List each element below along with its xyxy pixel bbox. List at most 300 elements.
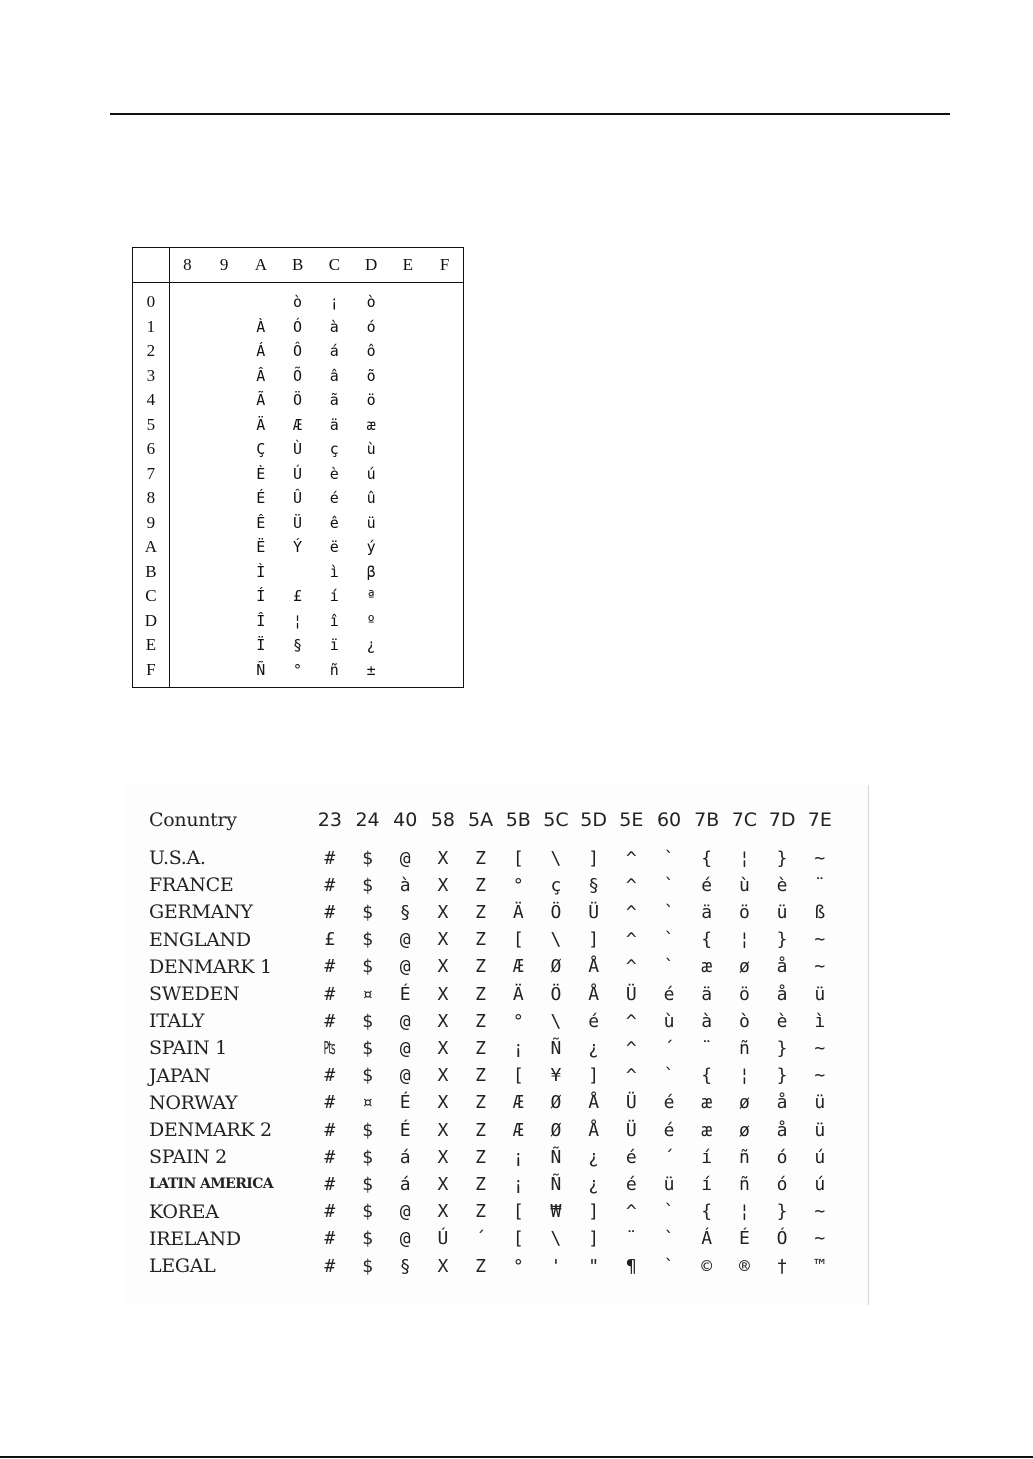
char-cell: ¨ [701, 1037, 713, 1059]
char-cell: ò [738, 1010, 750, 1032]
char-cell: $ [362, 874, 373, 896]
char-cell: ò [366, 293, 376, 312]
char-cell: ú [366, 464, 376, 483]
table-row [133, 486, 463, 511]
char-cell: \ [550, 929, 562, 951]
table-row [133, 584, 463, 609]
row-header: F [146, 659, 156, 679]
char-cell: Ä [256, 415, 266, 434]
char-cell: X [437, 874, 449, 896]
country-row [149, 954, 839, 980]
header-row [149, 807, 839, 833]
char-cell: ~ [814, 956, 826, 978]
table-row [133, 511, 463, 536]
char-cell: ´ [663, 1037, 675, 1059]
char-cell: $ [362, 1146, 373, 1168]
char-cell: Z [475, 847, 487, 869]
char-cell: ¦ [738, 847, 750, 869]
char-cell: ì [814, 1010, 826, 1032]
char-cell: ^ [625, 847, 637, 869]
column-header-E: E [402, 255, 414, 274]
char-cell: X [437, 1201, 449, 1223]
char-cell: Z [475, 1065, 487, 1087]
char-cell: ] [588, 1228, 600, 1250]
char-cell: ¤ [362, 983, 373, 1005]
char-cell: ¿ [366, 636, 376, 655]
char-cell: ` [663, 1201, 675, 1223]
char-cell: $ [362, 1173, 373, 1195]
char-cell: @ [399, 847, 411, 869]
char-cell: X [437, 1010, 449, 1032]
char-cell: } [776, 1037, 788, 1059]
column-header-B: B [291, 255, 304, 274]
country-row [149, 845, 839, 871]
char-cell: Ñ [256, 660, 266, 679]
char-cell: ¦ [738, 1201, 750, 1223]
char-cell: è [776, 874, 788, 896]
char-cell: } [776, 1201, 788, 1223]
char-cell: Å [588, 956, 600, 978]
char-cell: # [324, 1255, 336, 1277]
char-cell: å [776, 1119, 788, 1141]
country-name: LATIN AMERICA [149, 1176, 273, 1193]
country-row [149, 1253, 839, 1279]
char-cell: ü [776, 901, 788, 923]
table-row [133, 535, 463, 560]
char-cell: # [324, 956, 336, 978]
code-header-5D: 5D [580, 809, 608, 831]
char-cell: á [329, 342, 339, 361]
char-cell: # [324, 1146, 336, 1168]
char-cell: Æ [512, 1119, 524, 1141]
char-cell: ´ [663, 1146, 675, 1168]
char-cell: Å [588, 1119, 600, 1141]
row-header: C [145, 586, 157, 606]
char-cell: § [588, 874, 600, 896]
char-cell: ° [512, 1255, 524, 1277]
column-header-divider [133, 282, 463, 283]
char-cell: £ [293, 587, 303, 606]
char-cell: Ü [625, 1092, 637, 1114]
char-cell: à [701, 1010, 713, 1032]
char-cell: É [256, 489, 266, 508]
char-cell: À [256, 317, 266, 336]
char-cell: Æ [512, 956, 524, 978]
country-name: ENGLAND [149, 928, 251, 951]
char-cell: Ñ [550, 1037, 562, 1059]
char-cell: \ [550, 1010, 562, 1032]
row-header: 4 [146, 390, 156, 410]
row-header: E [145, 635, 157, 655]
char-cell: ä [701, 901, 713, 923]
country-name: FRANCE [149, 874, 234, 897]
char-cell: ~ [814, 1065, 826, 1087]
row-header: 1 [146, 316, 156, 336]
char-cell: Z [475, 1173, 487, 1195]
char-cell: X [437, 1119, 449, 1141]
char-cell: ¦ [738, 929, 750, 951]
char-cell: ' [550, 1255, 562, 1277]
row-header: B [145, 561, 157, 581]
table-row [133, 437, 463, 462]
code-header-7C: 7C [731, 809, 758, 831]
char-cell: $ [362, 929, 373, 951]
table-row [133, 462, 463, 487]
char-cell: ª [366, 587, 376, 606]
char-cell: \ [550, 1228, 562, 1250]
char-cell: Æ [293, 415, 303, 434]
char-cell: ç [329, 440, 339, 459]
char-cell: ~ [814, 1201, 826, 1223]
char-cell: $ [362, 1228, 373, 1250]
char-cell: é [625, 1173, 637, 1195]
char-cell: ¦ [738, 1065, 750, 1087]
char-cell: ^ [625, 1010, 637, 1032]
char-cell: ~ [814, 929, 826, 951]
char-cell: " [588, 1255, 600, 1277]
char-cell: è [776, 1010, 788, 1032]
char-cell: Ö [550, 983, 562, 1005]
country-row [149, 872, 839, 898]
row-header: 3 [146, 365, 156, 385]
char-cell: Z [475, 901, 487, 923]
char-cell: Æ [512, 1092, 524, 1114]
char-cell: ₩ [550, 1201, 562, 1223]
char-cell: Â [256, 366, 266, 385]
code-header-58: 58 [430, 809, 455, 831]
char-cell: ö [738, 983, 750, 1005]
char-cell: æ [701, 1119, 713, 1141]
char-cell: Ä [512, 983, 524, 1005]
char-cell: X [437, 1065, 449, 1087]
code-header-7D: 7D [768, 809, 796, 831]
char-cell: ` [663, 1228, 675, 1250]
char-cell: Ü [293, 513, 303, 532]
country-row [149, 1117, 839, 1143]
char-cell: ± [366, 660, 376, 679]
char-cell: º [366, 611, 376, 630]
column-header-F: F [439, 255, 450, 274]
char-cell: ñ [738, 1173, 750, 1195]
char-cell: ^ [625, 901, 637, 923]
row-header: D [144, 610, 158, 630]
char-cell: ú [814, 1146, 826, 1168]
char-cell: ¤ [362, 1092, 373, 1114]
char-cell: É [399, 983, 411, 1005]
char-cell: @ [399, 1201, 411, 1223]
char-cell: Ö [550, 901, 562, 923]
char-cell: Á [256, 342, 266, 361]
row-header: 0 [146, 292, 156, 312]
char-cell: Í [256, 587, 266, 606]
char-cell: ¡ [512, 1037, 524, 1059]
char-cell: ö [366, 391, 376, 410]
column-header-8: 8 [183, 255, 192, 274]
char-cell: ¦ [293, 611, 303, 630]
char-cell: Z [475, 1010, 487, 1032]
country-name: DENMARK 1 [149, 955, 272, 978]
char-cell: @ [399, 1065, 411, 1087]
char-cell: É [399, 1092, 411, 1114]
char-cell: # [324, 847, 336, 869]
char-cell: æ [701, 1092, 713, 1114]
char-cell: Ü [588, 901, 600, 923]
char-cell: ^ [625, 1065, 637, 1087]
char-cell: ä [701, 983, 713, 1005]
char-cell: ê [329, 513, 339, 532]
table-row [133, 560, 463, 585]
country-row [149, 1226, 839, 1252]
char-cell: ] [588, 1065, 600, 1087]
char-cell: Z [475, 1201, 487, 1223]
country-header: Conuntry [149, 809, 237, 831]
char-cell: ú [814, 1173, 826, 1195]
char-cell: ° [512, 1010, 524, 1032]
char-cell: X [437, 1092, 449, 1114]
code-header-60: 60 [656, 809, 682, 831]
char-cell: £ [324, 929, 336, 951]
char-cell: ¨ [814, 874, 826, 896]
char-cell: # [324, 1065, 336, 1087]
char-cell: ¡ [512, 1173, 524, 1195]
char-cell: [ [512, 1201, 524, 1223]
char-cell: Ó [293, 317, 303, 336]
char-cell: ü [663, 1173, 675, 1195]
char-cell: ý [366, 538, 376, 557]
country-name: SWEDEN [149, 983, 240, 1005]
char-cell: X [437, 983, 449, 1005]
char-cell: ß [814, 901, 826, 923]
char-cell: í [701, 1173, 713, 1195]
char-cell: é [625, 1146, 637, 1168]
country-name: LEGAL [149, 1255, 216, 1277]
char-cell: @ [399, 1037, 411, 1059]
code-page-table [132, 247, 464, 688]
char-cell: } [776, 1065, 788, 1087]
char-cell: { [701, 1065, 713, 1087]
char-cell: ¥ [550, 1065, 562, 1087]
country-row [149, 1008, 839, 1034]
char-cell: [ [512, 1065, 524, 1087]
char-cell: Z [475, 1092, 487, 1114]
char-cell: à [329, 317, 339, 336]
row-header: 2 [146, 341, 156, 361]
char-cell: Ù [293, 440, 303, 459]
column-header-row [169, 248, 463, 282]
char-cell: $ [362, 901, 373, 923]
country-row [149, 1035, 839, 1061]
table-row [133, 633, 463, 658]
country-name: U.S.A. [149, 847, 206, 869]
char-cell: Ý [293, 538, 303, 557]
char-cell: ° [293, 660, 303, 679]
char-cell: å [776, 983, 788, 1005]
char-cell: ] [588, 1201, 600, 1223]
char-cell: ] [588, 929, 600, 951]
char-cell: É [738, 1228, 750, 1250]
char-cell: ü [814, 983, 826, 1005]
char-cell: X [437, 1255, 449, 1277]
char-cell: Ø [550, 956, 562, 978]
country-row [149, 981, 839, 1007]
char-cell: ^ [625, 874, 637, 896]
char-cell: $ [362, 1255, 373, 1277]
row-header: 9 [146, 512, 156, 532]
country-row [149, 1144, 839, 1170]
code-header-5E: 5E [619, 809, 644, 831]
row-header: 8 [146, 488, 156, 508]
char-cell: ñ [738, 1146, 750, 1168]
char-cell: ù [663, 1010, 675, 1032]
row-header: 6 [146, 439, 156, 459]
char-cell: Ü [625, 1119, 637, 1141]
char-cell: [ [512, 929, 524, 951]
char-cell: ï [329, 636, 339, 655]
char-cell: # [324, 1173, 336, 1195]
char-cell: $ [362, 1201, 373, 1223]
char-cell: ^ [625, 1037, 637, 1059]
char-cell: ¿ [588, 1037, 600, 1059]
char-cell: $ [362, 1119, 373, 1141]
char-cell: ë [329, 538, 339, 557]
char-cell: $ [362, 1065, 373, 1087]
char-cell: § [293, 636, 303, 655]
char-cell: Z [475, 1255, 487, 1277]
char-cell: Ñ [550, 1173, 562, 1195]
char-cell: ₧ [324, 1037, 336, 1059]
char-cell: § [399, 1255, 411, 1277]
char-cell: ` [663, 1065, 675, 1087]
char-cell: ì [329, 562, 339, 581]
country-name: KOREA [149, 1200, 219, 1223]
char-cell: ü [366, 513, 376, 532]
char-cell: † [776, 1255, 788, 1277]
char-cell: { [701, 1201, 713, 1223]
char-cell: @ [399, 956, 411, 978]
char-cell: $ [362, 956, 373, 978]
char-cell: õ [366, 366, 376, 385]
char-cell: é [701, 874, 713, 896]
char-cell: å [776, 1092, 788, 1114]
char-cell: ™ [814, 1255, 826, 1277]
country-name: JAPAN [149, 1064, 211, 1087]
char-cell: Z [475, 1146, 487, 1168]
char-cell: Ü [625, 983, 637, 1005]
char-cell: Ó [776, 1228, 788, 1250]
char-cell: é [663, 1092, 675, 1114]
char-cell: Ú [293, 464, 303, 483]
char-cell: ~ [814, 1228, 826, 1250]
char-cell: Z [475, 1037, 487, 1059]
char-cell: ø [738, 1092, 750, 1114]
table-row [133, 388, 463, 413]
char-cell: X [437, 1146, 449, 1168]
char-cell: ó [776, 1173, 788, 1195]
char-cell: å [776, 956, 788, 978]
char-cell: ü [814, 1119, 826, 1141]
table-row [133, 290, 463, 315]
column-header-D: D [364, 255, 378, 274]
char-cell: ã [329, 391, 339, 410]
char-cell: # [324, 1201, 336, 1223]
char-cell: Ì [256, 562, 266, 581]
char-cell: ¡ [329, 293, 339, 312]
international-charset-table [126, 785, 870, 1305]
row-header: 7 [146, 463, 156, 483]
char-cell: ` [663, 956, 675, 978]
char-cell: ö [738, 901, 750, 923]
code-header-5C: 5C [543, 809, 569, 831]
table-row [133, 339, 463, 364]
char-cell: # [324, 1010, 336, 1032]
char-cell: ø [738, 956, 750, 978]
table-row [133, 658, 463, 683]
char-cell: ç [550, 874, 562, 896]
table-row [133, 364, 463, 389]
char-cell: ^ [625, 929, 637, 951]
char-cell: ù [366, 440, 376, 459]
char-cell: ] [588, 847, 600, 869]
country-row [149, 927, 839, 953]
char-cell: È [256, 464, 266, 483]
char-cell: X [437, 901, 449, 923]
char-cell: X [437, 1173, 449, 1195]
char-cell: í [701, 1146, 713, 1168]
char-cell: # [324, 874, 336, 896]
char-cell: Z [475, 929, 487, 951]
char-cell: ~ [814, 847, 826, 869]
char-cell: É [399, 1119, 411, 1141]
char-cell: X [437, 929, 449, 951]
code-header-23: 23 [317, 809, 342, 831]
char-cell: Z [475, 1119, 487, 1141]
char-cell: ` [663, 901, 675, 923]
char-cell: ¡ [512, 1146, 524, 1168]
char-cell: Ú [437, 1228, 449, 1250]
char-cell: © [701, 1255, 713, 1277]
char-cell: Ã [256, 391, 266, 410]
char-cell: ` [663, 847, 675, 869]
char-cell: X [437, 847, 449, 869]
char-cell: Î [256, 611, 266, 630]
code-header-40: 40 [393, 809, 418, 831]
char-cell: Ô [293, 342, 303, 361]
country-name: DENMARK 2 [149, 1119, 272, 1141]
char-cell: Ä [512, 901, 524, 923]
char-cell: { [701, 929, 713, 951]
char-cell: ^ [625, 1201, 637, 1223]
country-name: ITALY [149, 1010, 205, 1033]
char-cell: # [324, 901, 336, 923]
char-cell: é [588, 1010, 600, 1032]
char-cell: # [324, 1119, 336, 1141]
top-rule [110, 113, 950, 115]
country-row [149, 1063, 839, 1089]
char-cell: Ñ [550, 1146, 562, 1168]
code-header-7B: 7B [694, 809, 720, 831]
char-cell: [ [512, 847, 524, 869]
country-row [149, 1090, 839, 1116]
char-cell: ` [663, 874, 675, 896]
char-cell: # [324, 983, 336, 1005]
char-cell: Á [701, 1228, 713, 1250]
char-cell: ô [366, 342, 376, 361]
country-row [149, 1199, 839, 1225]
table-row [133, 413, 463, 438]
char-cell: @ [399, 1228, 411, 1250]
char-cell: ´ [475, 1228, 487, 1250]
char-cell: β [366, 562, 376, 581]
